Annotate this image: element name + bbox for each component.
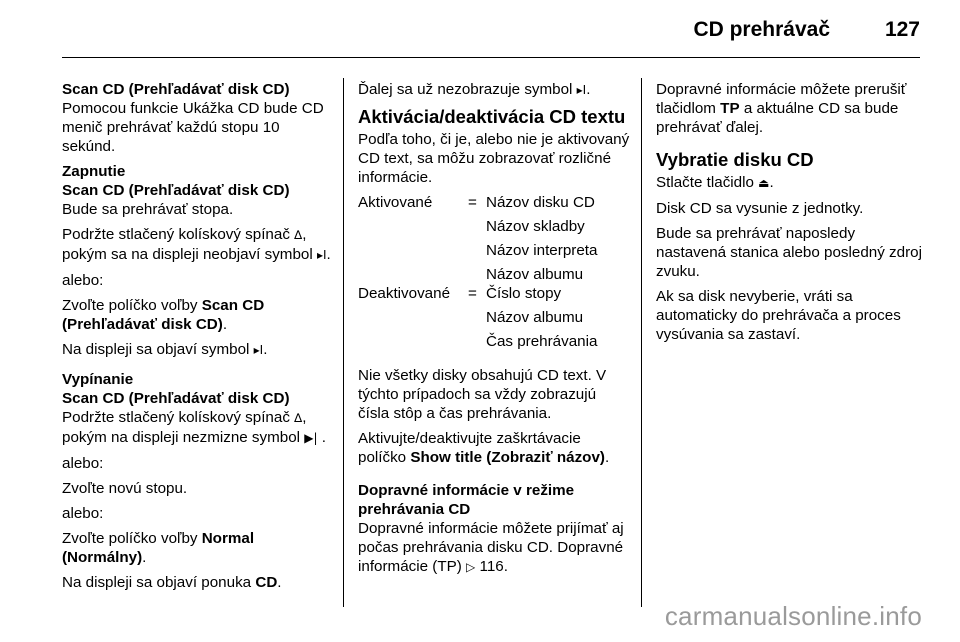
activated-item: Názov interpreta — [486, 242, 598, 259]
hold-text: Podržte stlačený kolískový spínač — [62, 226, 290, 243]
no-longer-text: Ďalej sa už nezobrazuje symbol — [358, 81, 573, 98]
off-label: Vypínanie — [62, 371, 134, 388]
appears-instruction: Na displeji sa objaví symbol ▸I. — [62, 341, 268, 358]
equals-sign: = — [468, 194, 477, 211]
equals-sign: = — [468, 285, 477, 302]
watermark: carmanualsonline.info — [664, 601, 922, 631]
reference-arrow-icon[interactable]: ▷ — [466, 560, 476, 574]
column-3 — [656, 80, 928, 350]
deactivated-item: Čas prehrávania — [486, 333, 598, 350]
traffic-ref-page[interactable]: 116. — [479, 558, 508, 575]
toggle-text: Aktivujte/deaktivujte zaškrtávacie políčko — [358, 430, 581, 466]
rocker-switch-icon: ∆ — [294, 411, 303, 425]
off-hold-instruction: Podržte stlačený kolískový spínač ∆, pokým na displeji nezmizne symbol ▶| . — [62, 409, 327, 446]
column-divider-1 — [343, 78, 344, 607]
menu-name: CD — [255, 574, 278, 591]
select-normal-instruction: Zvoľte políčko voľby Normal (Normálny). — [62, 530, 255, 566]
traffic-desc-text: Dopravné informácie môžete prijímať aj počas prehrávania disku CD. — [358, 520, 624, 556]
column-2 — [358, 80, 630, 583]
off-subheading: Scan CD (Prehľadávať disk CD) — [62, 390, 290, 407]
press-button-text: Stlačte tlačidlo — [656, 174, 754, 191]
or-2: alebo: — [62, 455, 104, 472]
appears-text: Na displeji sa objaví symbol — [62, 341, 250, 358]
eject-heading: Vybratie disku CD — [656, 149, 814, 170]
not-removed-text: Ak sa disk nevyberie, vráti sa automaticky do prehrávača a proces vysúvania sa zastaví. — [656, 288, 901, 343]
on-text: Bude sa prehrávať stopa. — [62, 201, 234, 218]
select-normal-option: Normal (Normálny) — [62, 530, 255, 566]
interrupt-instruction — [656, 80, 928, 137]
toggle-instruction: Aktivujte/deaktivujte zaškrtávacie políčko Show title (Zobraziť názov). — [358, 430, 610, 466]
table-row — [358, 193, 597, 217]
column-divider-2 — [641, 78, 642, 607]
traffic-description — [358, 519, 630, 577]
scan-description: Pomocou funkcie Ukážka CD bude CD menič prehrávať každú stopu 10 sekúnd. — [62, 100, 324, 155]
play-next-icon: ▸I — [316, 248, 327, 262]
traffic-heading: Dopravné informácie v režime prehrávania CD — [358, 482, 575, 518]
table-row — [358, 332, 597, 356]
table-row — [358, 284, 597, 308]
activated-item: Názov albumu — [486, 266, 584, 283]
off-hold-text: Podržte stlačený kolískový spínač — [62, 409, 290, 426]
deactivated-item: Názov albumu — [486, 309, 584, 326]
interrupt-text: Dopravné informácie môžete prerušiť tlačidlom — [656, 81, 907, 117]
activated-item: Názov skladby — [486, 218, 585, 235]
deactivated-label: Deaktivované — [358, 285, 451, 302]
eject-icon: ⏏ — [758, 176, 770, 190]
page-header — [0, 0, 960, 60]
select-field-instruction: Zvoľte políčko voľby Scan CD (Prehľadávať disk CD). — [62, 297, 265, 333]
play-next-icon: ▶| — [304, 431, 318, 445]
select-field-option: Scan CD (Prehľadávať disk CD) — [62, 297, 265, 333]
no-longer-instruction: Ďalej sa už nezobrazuje symbol ▸I. — [358, 81, 591, 98]
cd-text-heading: Aktivácia/deaktivácia CD textu — [358, 106, 626, 127]
tp-button-name: TP — [720, 100, 740, 117]
on-subheading: Scan CD (Prehľadávať disk CD) — [62, 182, 290, 199]
menu-instruction: Na displeji sa objaví ponuka CD. — [62, 574, 282, 591]
cd-text-table — [358, 193, 597, 356]
deactivated-item: Číslo stopy — [486, 285, 562, 302]
rocker-switch-icon: ∆ — [294, 228, 303, 242]
interrupt-rest: a aktuálne CD sa bude prehrávať ďalej. — [656, 100, 899, 136]
select-normal-text: Zvoľte políčko voľby — [62, 530, 198, 547]
ejected-text: Disk CD sa vysunie z jednotky. — [656, 200, 864, 217]
table-row — [358, 241, 597, 265]
press-button-instruction: Stlačte tlačidlo ⏏. — [656, 174, 774, 191]
header-divider — [62, 57, 920, 58]
select-field-text: Zvoľte políčko voľby — [62, 297, 198, 314]
menu-text: Na displeji sa objaví ponuka — [62, 574, 252, 591]
hold-instruction: Podržte stlačený kolískový spínač ∆, pokým sa na displeji neobjaví symbol ▸I. — [62, 226, 331, 263]
last-station-text: Bude sa prehrávať naposledy nastavená stanica alebo posledný zdroj zvuku. — [656, 225, 922, 280]
traffic-ref-text: Dopravné informácie (TP) — [358, 539, 624, 575]
header-title: CD prehrávač — [693, 18, 830, 41]
table-row — [358, 308, 597, 332]
not-all-note: Nie všetky disky obsahujú CD text. V týchto prípadoch sa vždy zobrazujú čísla stôp a čas prehrávania. — [358, 367, 607, 422]
off-until-text: , pokým na displeji nezmizne symbol — [62, 409, 307, 446]
new-track: Zvoľte novú stopu. — [62, 480, 188, 497]
activated-label: Aktivované — [358, 194, 433, 211]
on-label: Zapnutie — [62, 163, 126, 180]
activated-item: Názov disku CD — [486, 194, 595, 211]
until-display-text: , pokým sa na displeji neobjaví symbol — [62, 226, 313, 263]
or-1: alebo: — [62, 272, 104, 289]
play-next-icon: ▸I — [253, 343, 264, 357]
toggle-option: Show title (Zobraziť názov) — [410, 449, 605, 466]
page-number: 127 — [884, 18, 920, 41]
column-1 — [62, 80, 334, 598]
table-row — [358, 217, 597, 241]
scan-heading: Scan CD (Prehľadávať disk CD) — [62, 81, 290, 98]
or-3: alebo: — [62, 505, 104, 522]
cd-text-description: Podľa toho, či je, alebo nie je aktivovaný CD text, sa môžu zobrazovať rozličné informácie. — [358, 131, 630, 186]
table-row — [358, 265, 597, 284]
play-next-icon: ▸I — [576, 83, 587, 97]
